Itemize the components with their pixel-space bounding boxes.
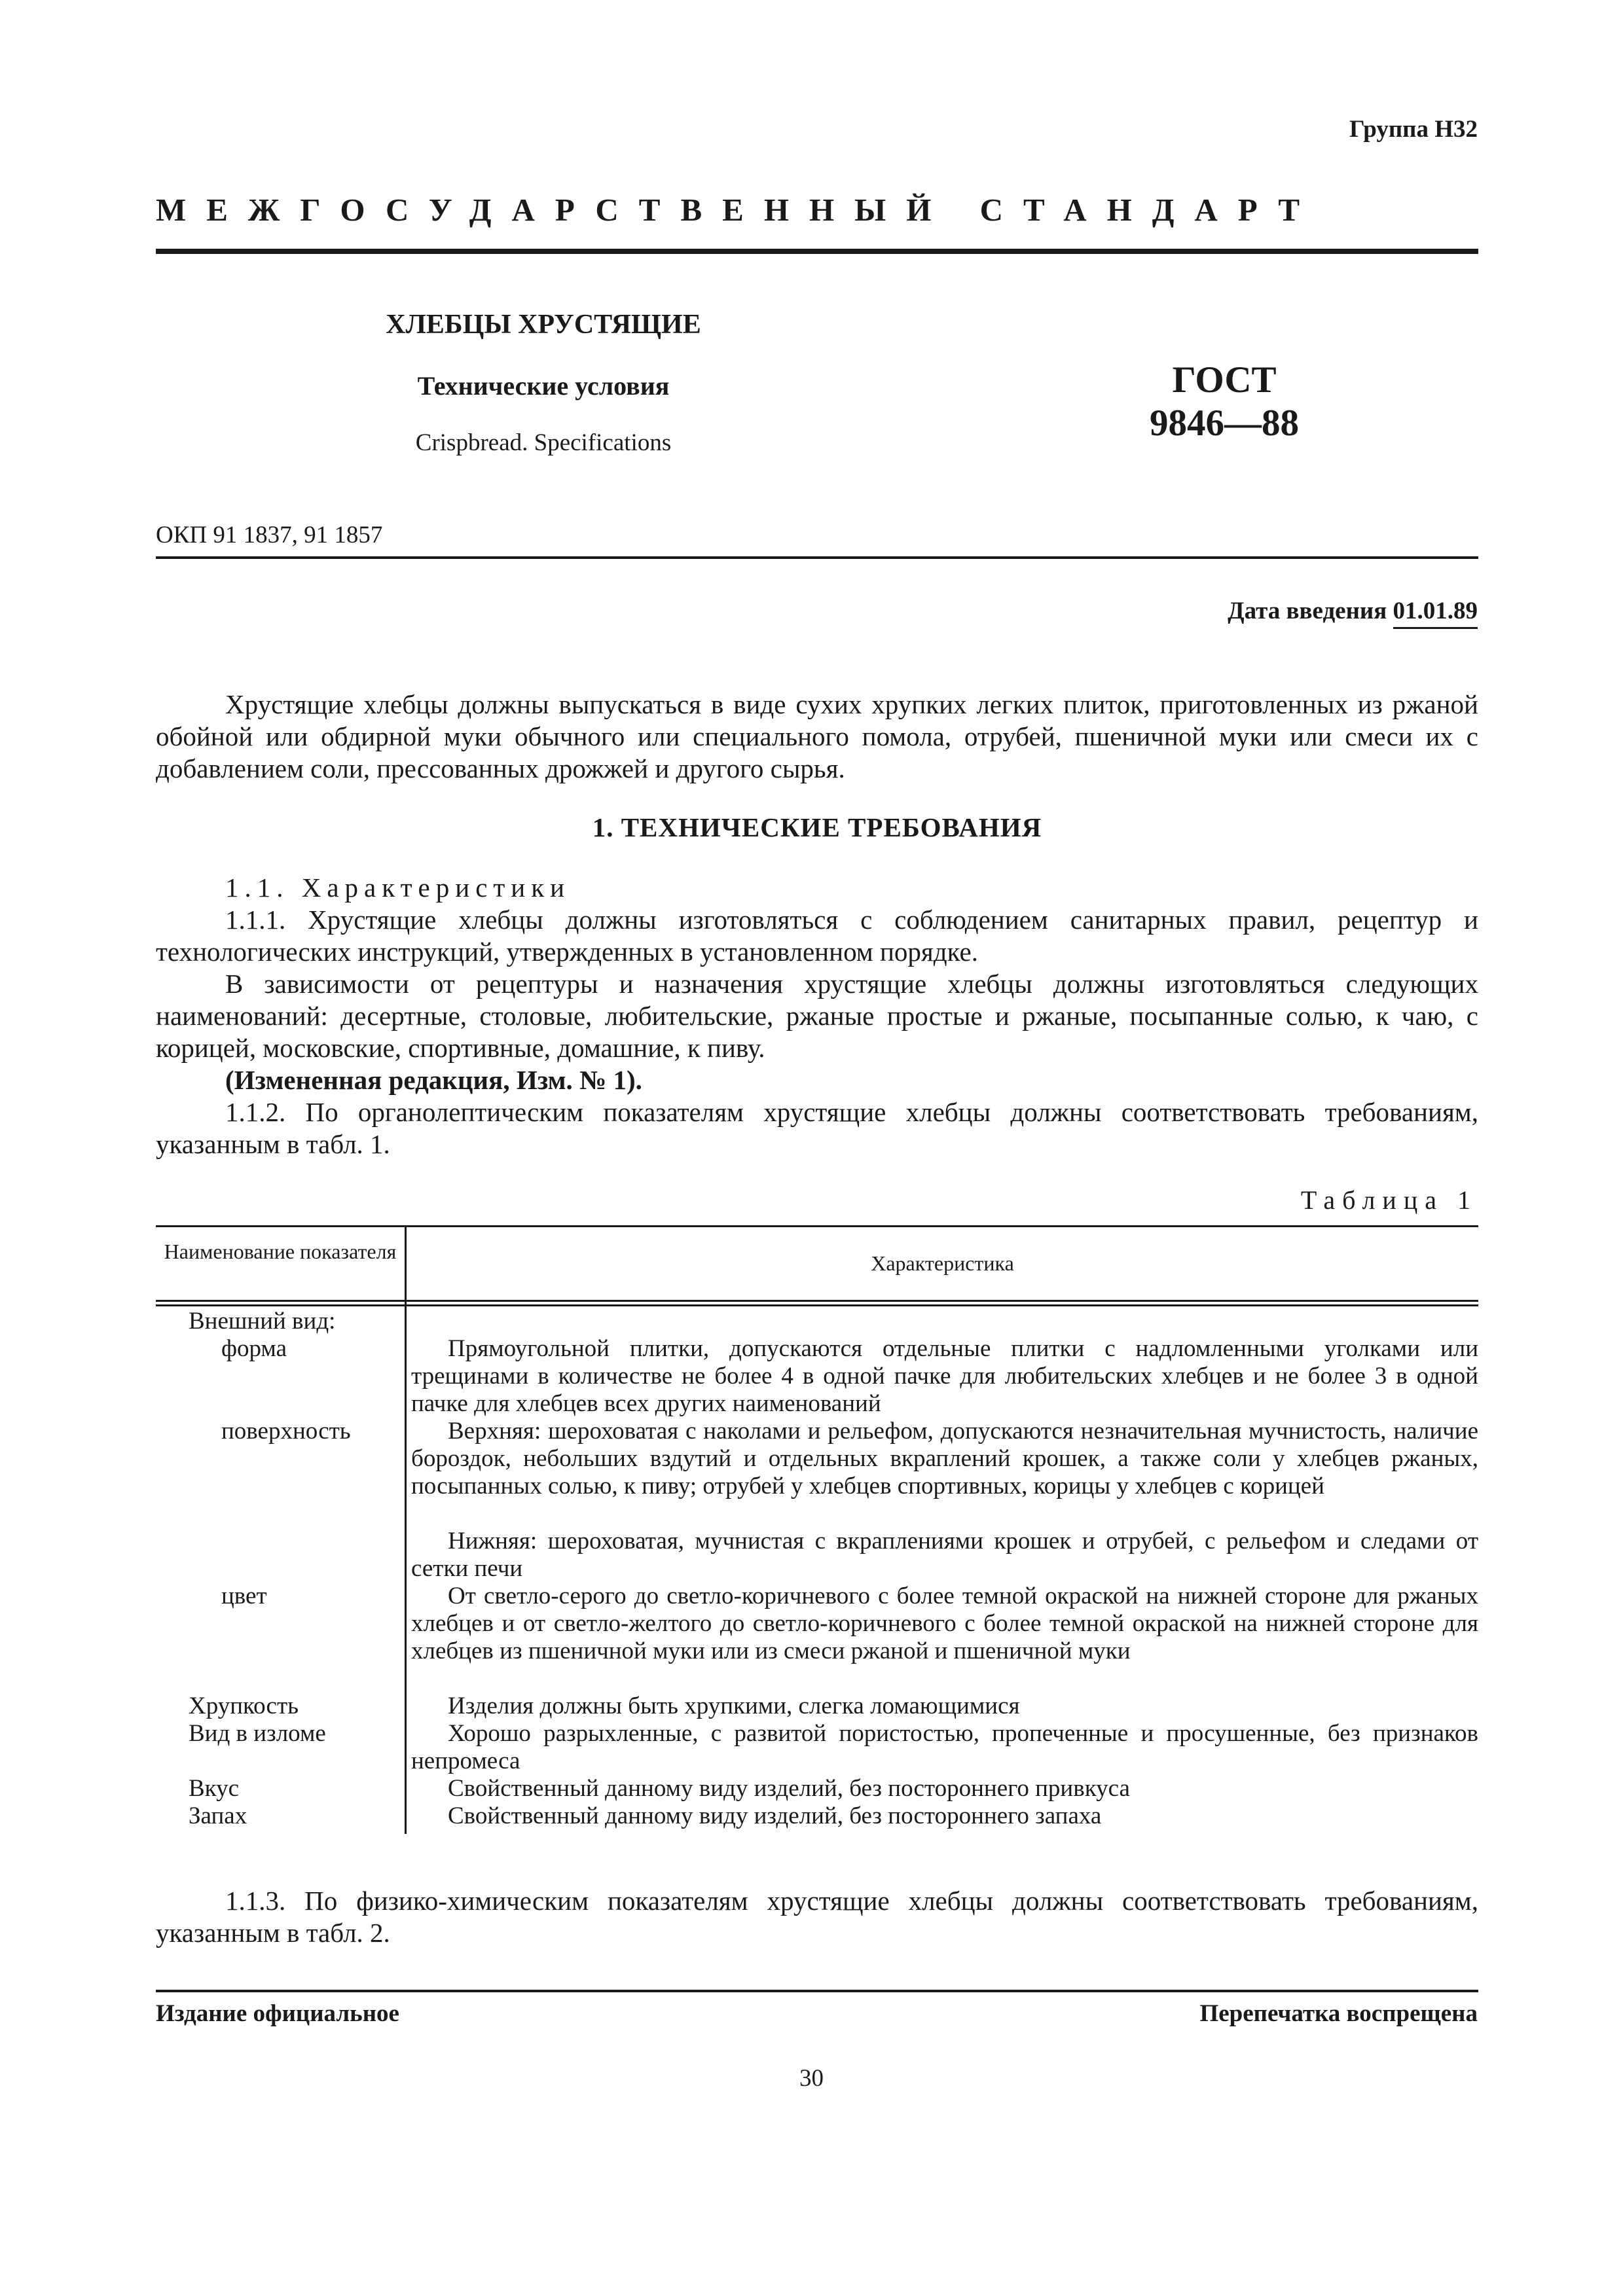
row-name-taste: Вкус (189, 1775, 240, 1802)
table-column-divider (405, 1225, 407, 1834)
table-top-rule (156, 1225, 1478, 1227)
english-title: Crispbread. Specifications (415, 429, 672, 456)
amendment-note: (Измененная редакция, Изм. № 1). (225, 1065, 642, 1095)
row-text-surface-top: Верхняя: шероховатая с наколами и рельефом, допускаются незначительная мучнистость, наличие бороздок, небольших вздутий и отдельных вкраплений крошек, а также соли у хлебцев ржаных, посыпанных солью, к пиву; отрубей у хлебцев спортивных, корицы у хлебцев с корицей (411, 1418, 1478, 1499)
row-name-color: цвет (221, 1583, 267, 1609)
paragraph-1-1-2: 1.1.2. По органолептическим показателям хрустящие хлебцы должны соответствовать требованиям, указанным в табл. 1. (156, 1097, 1478, 1159)
row-text-taste: Свойственный данному виду изделий, без постороннего привкуса (448, 1775, 1130, 1802)
row-text-fragility: Изделия должны быть хрупкими, слегка ломающимися (448, 1693, 1020, 1719)
page-number: 30 (799, 2065, 824, 2092)
header-rule (156, 249, 1478, 254)
row-text-surface-bottom: Нижняя: шероховатая, мучнистая с вкраплениями крошек и отрубей, с рельефом и следами от сетки печи (411, 1528, 1478, 1582)
table-caption: Таблица 1 (1300, 1185, 1478, 1215)
gost-number: 9846—88 (1150, 403, 1299, 444)
row-name-fracture: Вид в изломе (189, 1720, 326, 1747)
footer-rule (156, 1990, 1478, 1992)
paragraph-1-1-3: 1.1.3. По физико-химическим показателям хрустящие хлебцы должны соответствовать требованиям, указанным в табл. 2. (156, 1886, 1478, 1948)
header-characteristic: Характеристика (871, 1251, 1014, 1275)
date-introduction (1228, 597, 1478, 625)
official-edition: Издание официальное (156, 2000, 399, 2027)
table-header-rule-2 (156, 1304, 1478, 1306)
table-header-rule-1 (156, 1300, 1478, 1302)
section-title: 1. ТЕХНИЧЕСКИЕ ТРЕБОВАНИЯ (592, 812, 1042, 842)
row-text-smell: Свойственный данному виду изделий, без постороннего запаха (448, 1803, 1102, 1829)
document-subtitle: Технические условия (417, 371, 670, 401)
row-text-shape: Прямоугольной плитки, допускаются отдельные плитки с надломленными уголками или трещинами в количестве не более 4 в одной пачке для любительских хлебцев и не более 3 в одной пачке для хлебцев всех других наименований (411, 1335, 1478, 1417)
paragraph-1-1: 1.1. Характеристики (225, 872, 571, 903)
row-name-appearance: Внешний вид: (189, 1308, 336, 1335)
gost-label: ГОСТ (1172, 359, 1277, 401)
paragraph-names: В зависимости от рецептуры и назначения хрустящие хлебцы должны изготовляться следующих наименований: десертные, столовые, любительские, ржаные простые и ржаные, посыпанные солью, к чаю, с корицей, московские, спортивные, домашние, к пиву. (156, 969, 1478, 1063)
date-label: Дата введения (1228, 598, 1387, 624)
row-name-surface: поверхность (221, 1418, 351, 1444)
okp-rule (156, 556, 1478, 559)
paragraph-1-1-1: 1.1.1. Хрустящие хлебцы должны изготовляться с соблюдением санитарных правил, рецептур и технологических инструкций, утвержденных в установленном порядке. (156, 905, 1478, 967)
intro-paragraph: Хрустящие хлебцы должны выпускаться в виде сухих хрупких легких плиток, приготовленных из ржаной обойной или обдирной муки обычного или специального помола, отрубей, пшеничной муки или смеси их с добавлением соли, прессованных дрожжей и другого сырья. (156, 689, 1478, 783)
standard-banner: МЕЖГОСУДАРСТВЕННЫЙ СТАНДАРТ (156, 192, 1321, 228)
okp-codes: ОКП 91 1837, 91 1857 (156, 522, 383, 548)
row-name-fragility: Хрупкость (189, 1693, 299, 1719)
header-indicator-name: Наименование показателя (164, 1240, 397, 1263)
row-text-fracture: Хорошо разрыхленные, с развитой пористостью, пропеченные и просушенные, без признаков непромеса (411, 1720, 1478, 1774)
row-text-color: От светло-серого до светло-коричневого с более темной окраской на нижней стороне для ржаных хлебцев и от светло-желтого до светло-коричневого с более темной окраской на нижней стороне для хлебцев из пшеничной муки или из смеси ржаной и пшеничной муки (411, 1583, 1478, 1664)
row-name-smell: Запах (189, 1803, 247, 1829)
table-1 (156, 1225, 1478, 1834)
document-title: ХЛЕБЦЫ ХРУСТЯЩИЕ (386, 310, 701, 340)
group-code: Группа Н32 (1349, 116, 1478, 143)
row-name-shape: форма (221, 1335, 287, 1362)
section-paragraphs (156, 872, 1478, 1160)
reprint-prohibited: Перепечатка воспрещена (1199, 2000, 1478, 2027)
date-value: 01.01.89 (1393, 598, 1478, 629)
gost-designation (1087, 359, 1362, 445)
